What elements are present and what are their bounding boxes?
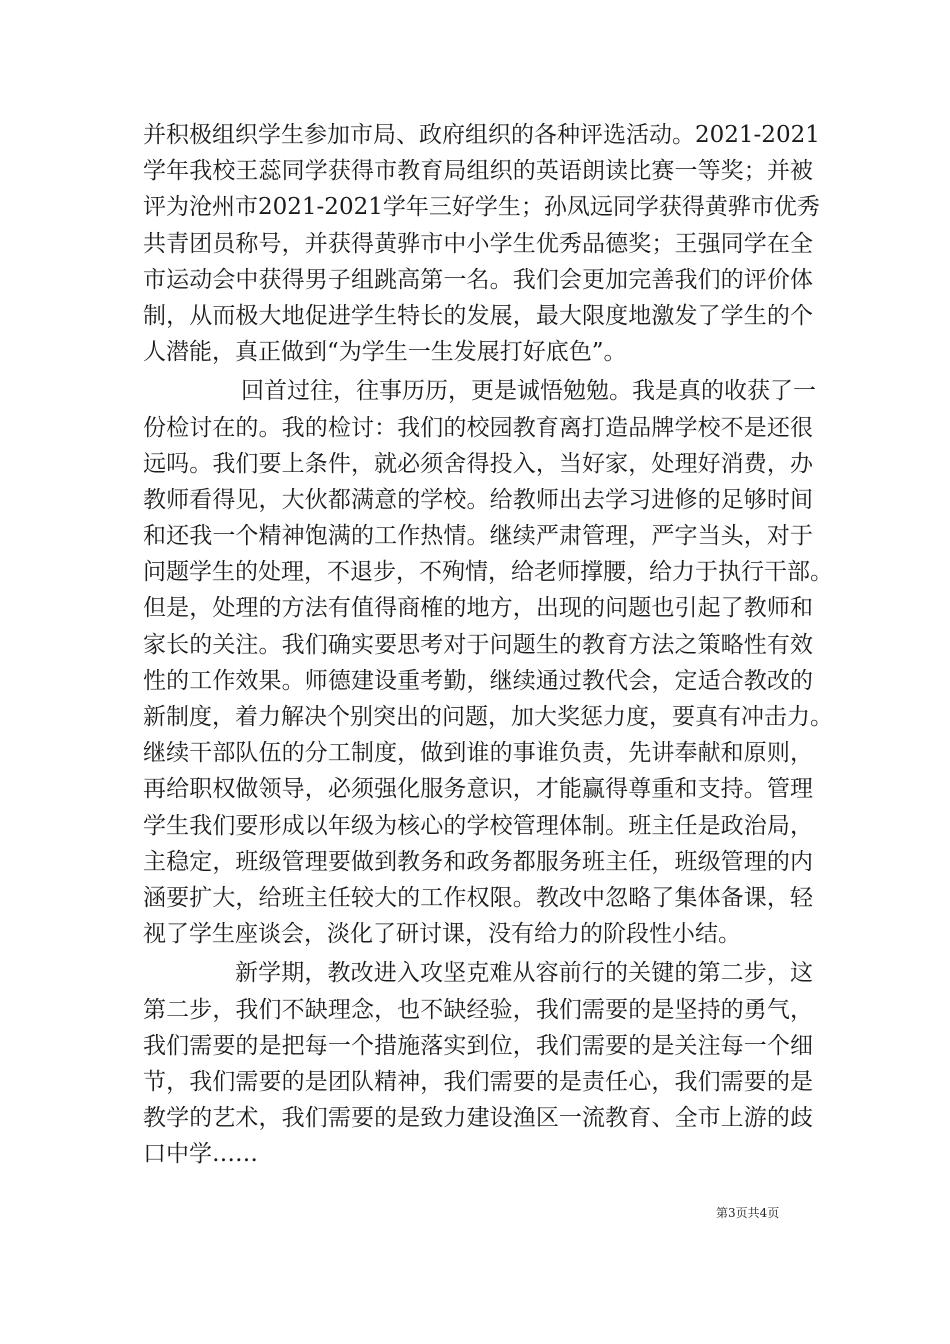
text-line: 和还我一个精神饱满的工作热情。继续严肃管理，严字当头，对于 — [143, 523, 813, 550]
text-line: 新学期，教改进入攻坚克难从容前行的关键的第二步，这 — [235, 960, 813, 987]
text-line: 家长的关注。我们确实要思考对于问题生的教育方法之策略性有效 — [143, 631, 813, 658]
text-line: 第二步，我们不缺理念，也不缺经验，我们需要的是坚持的勇气， — [143, 996, 813, 1023]
text-line: 口中学…… — [143, 1141, 258, 1168]
text-line: 新制度，着力解决个别突出的问题，加大奖惩力度，要真有冲击力。 — [143, 704, 833, 730]
text-line: 教学的艺术，我们需要的是致力建设渔区一流教育、全市上游的歧 — [143, 1105, 813, 1132]
text-line: 回首过往，往事历历，更是诚悟勉勉。我是真的收获了一 — [241, 378, 816, 405]
text-line: 人潜能，真正做到“为学生一生发展打好底色”。 — [143, 339, 627, 366]
text-line: 问题学生的处理，不退步，不殉情，给老师撑腰，给力于执行干部。 — [143, 559, 833, 586]
text-line: 涵要扩大，给班主任较大的工作权限。教改中忽略了集体备课，轻 — [143, 884, 813, 911]
text-line: 主稳定，班级管理要做到教务和政务都服务班主任，班级管理的内 — [143, 848, 813, 875]
text-line: 远吗。我们要上条件，就必须舍得投入，当好家，处理好消费，办 — [143, 450, 813, 477]
text-line: 但是，处理的方法有值得商榷的地方，出现的问题也引起了教师和 — [143, 595, 813, 622]
text-line: 继续干部队伍的分工制度，做到谁的事谁负责，先讲奉献和原则， — [143, 740, 813, 767]
paragraph-awards — [143, 117, 820, 370]
document-body — [143, 117, 833, 1172]
text-line: 我们需要的是把每一个措施落实到位，我们需要的是关注每一个细 — [143, 1032, 813, 1059]
text-line: 学生我们要形成以年级为核心的学校管理体制。班主任是政治局， — [143, 812, 813, 839]
page-number-footer: 第3页共4页 — [716, 1206, 780, 1220]
text-line: 并积极组织学生参加市局、政府组织的各种评选活动。2021-2021 — [143, 122, 820, 148]
text-line: 制，从而极大地促进学生特长的发展，最大限度地激发了学生的个 — [143, 302, 813, 329]
paragraph-review — [143, 373, 833, 952]
text-line: 性的工作效果。师德建设重考勤，继续通过教代会，定适合教改的 — [143, 667, 813, 694]
text-line: 再给职权做领导，必须强化服务意识，才能赢得尊重和支持。管理 — [143, 776, 813, 803]
text-line: 视了学生座谈会，淡化了研讨课，没有给力的阶段性小结。 — [143, 921, 741, 948]
text-line: 评为沧州市2021-2021学年三好学生；孙凤远同学获得黄骅市优秀 — [143, 194, 820, 221]
text-line: 共青团员称号，并获得黄骅市中小学生优秀品德奖；王强同学在全 — [143, 230, 813, 257]
text-line: 节，我们需要的是团队精神，我们需要的是责任心，我们需要的是 — [143, 1068, 813, 1095]
text-line: 市运动会中获得男子组跳高第一名。我们会更加完善我们的评价体 — [143, 266, 813, 293]
paragraph-new-term — [143, 955, 813, 1172]
text-line: 份检讨在的。我的检讨：我们的校园教育离打造品牌学校不是还很 — [143, 414, 813, 441]
text-line: 学年我校王蕊同学获得市教育局组织的英语朗读比赛一等奖；并被 — [143, 158, 813, 185]
text-line: 教师看得见，大伙都满意的学校。给教师出去学习进修的足够时间 — [143, 486, 813, 513]
